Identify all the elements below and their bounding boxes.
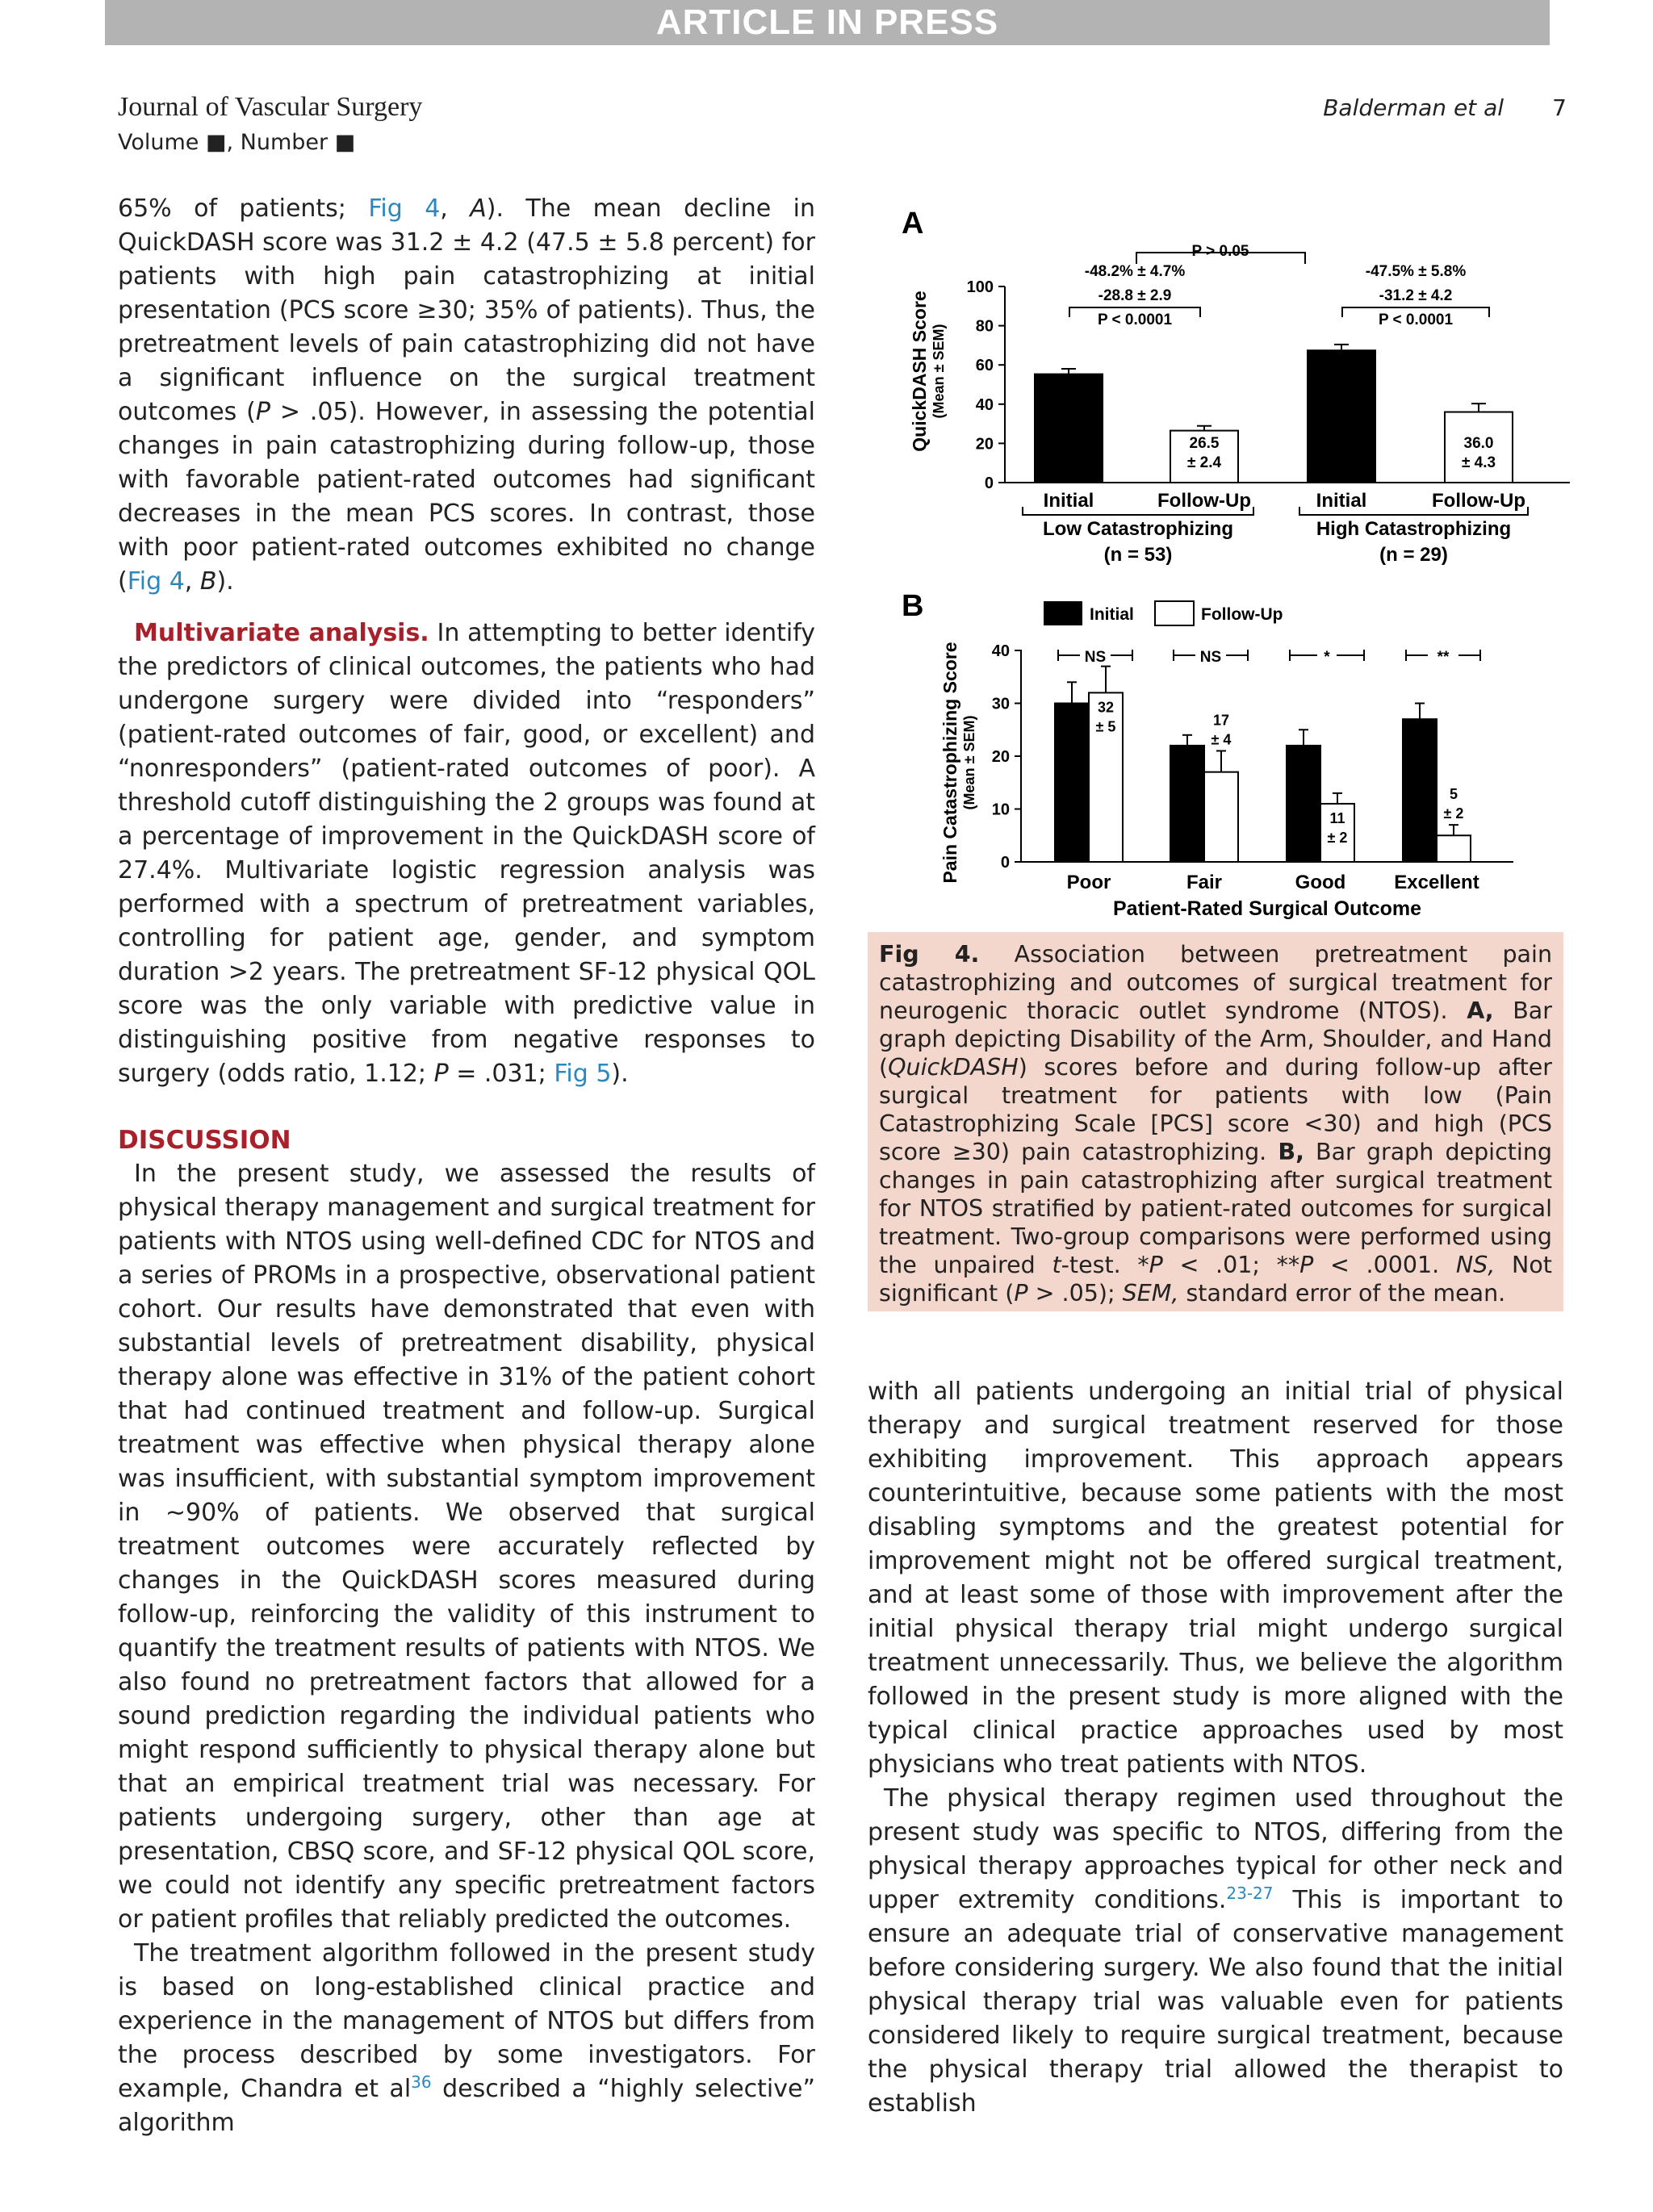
paragraph-multivariate: Multivariate analysis. In attempting to better identify the predictors of clinical outcomes, the patients who had undergone surgery were divided into “responders” (patient-rated outcomes of fair, good, or excellent) and “nonresponders” (patient-rated outcomes of poor). A threshold cutoff distinguishing the 2 groups was found at a percentage of improvement in the QuickDASH score of 27.4%. Multivariate logistic regression analysis was performed with a spectrum of pretreatment variables, controlling for patient age, gender, and symptom duration >2 years. The pretreatment SF-12 physical QOL score was the only variable with predictive value in distinguishing positive from negative responses to surgery (odds ratio, 1.12; P = .031; Fig 5). xyxy=(118,619,816,1088)
chart-a-ytick-label: 0 xyxy=(984,475,994,492)
chart-b-value-label: 22 xyxy=(1178,751,1196,768)
chart-a-category-label: Initial xyxy=(1316,490,1367,512)
caption-label: Fig 4. xyxy=(879,941,980,968)
chart-a-pct-change: -48.2% ± 4.7% xyxy=(1084,263,1186,280)
chart-b-value-label: 27 xyxy=(1411,725,1429,742)
fig-5-link[interactable]: Fig 5 xyxy=(554,1060,612,1088)
chart-a-ylabel: QuickDASH Score xyxy=(909,291,930,452)
chart-a-value-label: 26.5 xyxy=(1189,435,1220,452)
chart-b-ytick-label: 0 xyxy=(1000,854,1010,872)
chart-a-diff: -28.8 ± 2.9 xyxy=(1098,287,1172,304)
chart-a-category-label: Follow-Up xyxy=(1432,490,1525,512)
legend-initial-swatch xyxy=(1044,601,1082,625)
chart-b-sem-label: ± 3 xyxy=(1409,745,1430,762)
chart-b-value-label: 17 xyxy=(1212,712,1230,729)
multivariate-heading: Multivariate analysis. xyxy=(134,619,429,647)
panel-b-label: B xyxy=(902,589,924,623)
chart-b-category-label: Excellent xyxy=(1394,872,1479,893)
chart-a-category-label: Initial xyxy=(1043,490,1094,512)
chart-a-p-value: P < 0.0001 xyxy=(1378,312,1454,328)
panel-a-label: A xyxy=(902,207,924,240)
chart-a-group-label: Low Catastrophizing xyxy=(1043,518,1233,540)
chart-b-value-label: 32 xyxy=(1097,699,1115,716)
chart-b-value-label: 30 xyxy=(1063,709,1081,726)
chart-a-ytick-label: 20 xyxy=(975,435,994,454)
legend-followup-swatch xyxy=(1155,601,1194,625)
chart-a-group-label: High Catastrophizing xyxy=(1316,518,1512,540)
article-in-press-banner: ARTICLE IN PRESS xyxy=(105,0,1550,45)
chart-b-sem-label: ± 2 xyxy=(1443,805,1464,822)
chart-b-ytick-label: 40 xyxy=(991,642,1010,660)
chart-b xyxy=(939,601,1513,920)
paragraph-right-1: with all patients undergoing an initial trial of physical therapy and surgical treatment reserved for those exhibiting improvement. This approach appears counterintuitive, because some patients with the most disabling symptoms and the greatest potential for improvement might not be offered surgical treatment, and at least some of those with improvement after the initial physical therapy trial might undergo surgical treatment unnecessarily. Thus, we believe the algorithm followed in the present study is more aligned with the typical clinical practice approaches used by most physicians who treat patients with NTOS. xyxy=(868,1378,1563,1779)
chart-b-sig-label: * xyxy=(1324,649,1330,666)
chart-b-bar xyxy=(1204,772,1238,862)
chart-b-ytick-label: 30 xyxy=(991,695,1010,713)
chart-b-category-label: Poor xyxy=(1066,872,1111,893)
chart-a-ytick-label: 100 xyxy=(966,278,994,296)
chart-b-sig-label: NS xyxy=(1199,649,1222,666)
reference-23-27[interactable]: 23-27 xyxy=(1226,1884,1274,1903)
figure-4 xyxy=(868,198,1570,932)
chart-b-ylabel: Pain Catastrophizing Score xyxy=(939,642,960,884)
chart-a-value-label: 36.0 xyxy=(1463,435,1494,452)
paragraph-right-2: The physical therapy regimen used throughout the present study was specific to NTOS, differing from the physical therapy approaches typical for other neck and upper extremity conditions.$^{23-27}$ This is important to ensure an adequate trial of conservative management before considering surgery. We also found that the initial physical therapy trial was valuable even for patients considered likely to require surgical treatment, because the physical therapy trial allowed the therapist to establish xyxy=(868,1784,1563,2118)
chart-a-p-value: P < 0.0001 xyxy=(1097,312,1173,328)
chart-b-sem-label: ± 4 xyxy=(1061,729,1082,746)
chart-b-xlabel: Patient-Rated Surgical Outcome xyxy=(1112,897,1422,920)
figure-4-caption: Fig 4. Association between pretreatment pain catastrophizing and outcomes of surgical treatment for neurogenic thoracic outlet syndrome (NTOS). A, Bar graph depicting Disability of the Arm, Shoulder, and Hand (QuickDASH) scores before and during follow-up after surgical treatment for patients with low (Pain Catastrophizing Scale [PCS] score <30) and high (PCS score ≥30) pain catastrophizing. B, Bar graph depicting changes in pain catastrophizing after surgical treatment for NTOS stratified by patient-rated outcomes for surgical treatment. Two-group comparisons were performed using the unpaired t-test. *P < .01; **P < .0001. NS, Not significant (P > .05); SEM, standard error of the mean. xyxy=(868,932,1563,1311)
chart-b-bar xyxy=(1437,835,1471,862)
page-number: 7 xyxy=(1552,94,1567,121)
paragraph-results: 65% of patients; Fig 4, A). The mean decline in QuickDASH score was 31.2 ± 4.2 (47.5 ± 5.8 percent) for patients with high pain catastrophizing at initial presentation (PCS score ≥30; 35% of patients). Thus, the pretreatment levels of pain catastrophizing did not have a significant influence on the surgical treatment outcomes (P > .05). However, in assessing the potential changes in pain catastrophizing during follow-up, those with favorable patient-rated outcomes had significant decreases in the mean PCS scores. In contrast, those with poor patient-rated outcomes exhibited no change (Fig 4, B). xyxy=(118,194,816,596)
chart-b-category-label: Good xyxy=(1295,872,1346,893)
chart-b-sig-label: ** xyxy=(1437,649,1450,666)
chart-a-pct-change: -47.5% ± 5.8% xyxy=(1365,263,1467,280)
chart-b-value-label: 22 xyxy=(1295,751,1312,768)
chart-a-value-label: 55.3 xyxy=(1053,435,1084,452)
chart-a-sem-label: ± 3.0 xyxy=(1324,454,1359,471)
chart-a xyxy=(909,243,1570,566)
journal-title: Journal of Vascular Surgery xyxy=(118,92,423,122)
chart-b-category-label: Fair xyxy=(1186,872,1223,893)
volume-number: Volume ■, Number ■ xyxy=(118,130,356,155)
chart-a-sem-label: ± 2.4 xyxy=(1186,454,1222,471)
chart-a-ytick-label: 60 xyxy=(975,357,994,375)
right-column xyxy=(868,1375,1563,2121)
left-column xyxy=(118,192,815,2140)
chart-a-group-n: (n = 29) xyxy=(1379,544,1448,566)
legend-initial-label: Initial xyxy=(1090,605,1134,624)
chart-b-sem-label: ± 2 xyxy=(1327,829,1348,846)
chart-a-group-n: (n = 53) xyxy=(1103,544,1173,566)
paragraph-discussion-2: The treatment algorithm followed in the present study is based on long-established clinical practice and experience in the management of NTOS but differs from the process described by some investigators. For example, Chandra et $al^{36}$ described a “highly selective” algorithm xyxy=(118,1939,816,2137)
chart-b-sem-label: ± 5 xyxy=(1095,718,1116,735)
chart-b-ytick-label: 20 xyxy=(991,748,1010,766)
chart-b-ytick-label: 10 xyxy=(991,801,1010,819)
chart-a-between-p: P > 0.05 xyxy=(1191,243,1249,260)
reference-36[interactable]: 36 xyxy=(411,2072,432,2092)
discussion-heading: DISCUSSION xyxy=(118,1126,291,1155)
chart-a-category-label: Follow-Up xyxy=(1157,490,1251,512)
chart-b-sem-label: ± 4 xyxy=(1211,731,1232,748)
chart-b-sem-label: ± 3 xyxy=(1293,771,1314,788)
chart-a-value-label: 67.4 xyxy=(1326,435,1357,452)
legend-followup-label: Follow-Up xyxy=(1201,605,1283,624)
paragraph-discussion-1: In the present study, we assessed the results of physical therapy management and surgical treatment for patients with NTOS using well-defined CDC for NTOS and a series of PROMs in a prospective, observational patient cohort. Our results have demonstrated that even with substantial levels of pretreatment disability, physical therapy alone was effective in 31% of the patient cohort that had continued treatment and follow-up. Surgical treatment was effective when physical therapy alone was insufficient, with substantial symptom improvement in ∼90% of patients. We observed that surgical treatment outcomes were accurately reflected by changes in the QuickDASH scores measured during follow-up, reinforcing the validity of this instrument to quantify the treatment results of patients with NTOS. We also found no pretreatment factors that allowed for a sound prediction regarding the individual patients who might respond sufficiently to physical therapy alone but that an empirical treatment trial was necessary. For patients undergoing surgery, other than age at presentation, CBSQ score, and SF-12 physical QOL score, we could not identify any specific pretreatment factors or patient profiles that reliably predicted the outcomes. xyxy=(118,1160,815,1934)
chart-b-sig-label: NS xyxy=(1084,649,1107,666)
chart-b-sem-label: ± 2 xyxy=(1177,771,1198,788)
chart-b-value-label: 11 xyxy=(1329,809,1345,826)
chart-a-sem-label: ± 4.3 xyxy=(1461,454,1496,471)
chart-b-ylabel-units: (Mean ± SEM) xyxy=(961,715,977,810)
fig-4-link[interactable]: Fig 4 xyxy=(368,194,441,223)
chart-a-ylabel-units: (Mean ± SEM) xyxy=(931,324,947,419)
running-authors: Balderman et al xyxy=(1323,94,1504,121)
chart-b-value-label: 5 xyxy=(1449,786,1458,803)
figure-4-svg xyxy=(868,198,1570,932)
chart-a-ytick-label: 40 xyxy=(975,395,994,414)
chart-a-ytick-label: 80 xyxy=(975,317,994,336)
fig-4-link-2[interactable]: Fig 4 xyxy=(127,567,185,596)
chart-a-sem-label: ± 2.7 xyxy=(1051,454,1086,471)
chart-a-diff: -31.2 ± 4.2 xyxy=(1379,287,1453,304)
chart-b-bar xyxy=(1055,704,1089,863)
